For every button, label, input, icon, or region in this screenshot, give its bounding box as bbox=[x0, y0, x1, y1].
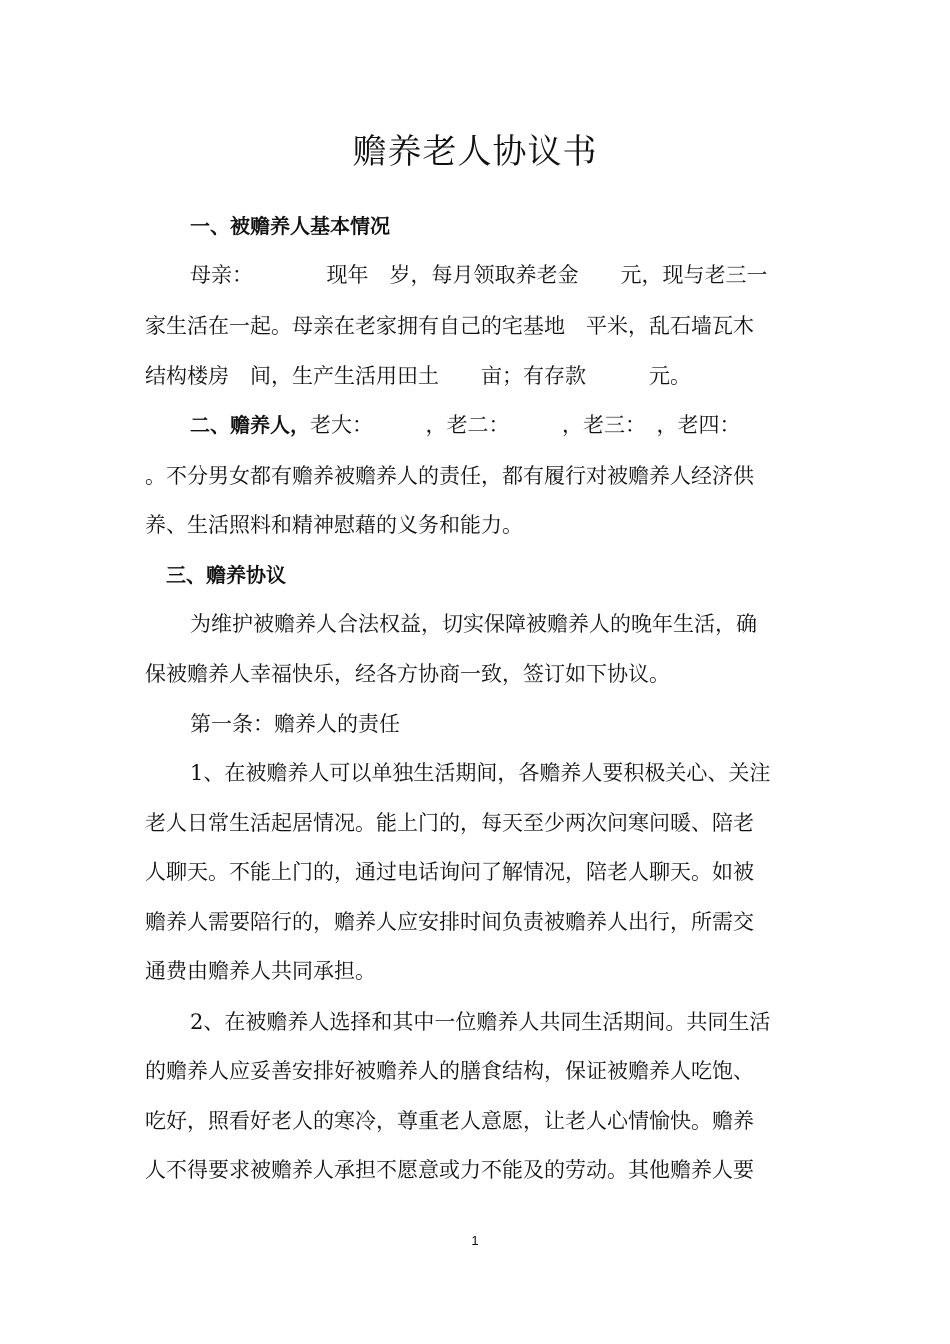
section-2-heading-rest: 老大： ，老二： ，老三： ，老四： bbox=[310, 413, 741, 437]
section-2-line-1: 。不分男女都有赡养被赡养人的责任，都有履行对被赡养人经济供 bbox=[145, 464, 754, 488]
section-2-heading: 二、赡养人， bbox=[190, 413, 310, 437]
section-1-heading: 一、被赡养人基本情况 bbox=[190, 214, 390, 238]
clause-1-line-1: 1、在被赡养人可以单独生活期间，各赡养人要积极关心、关注 bbox=[190, 761, 771, 785]
page-number: 1 bbox=[471, 1233, 479, 1248]
section-2-heading-line bbox=[190, 410, 741, 440]
clause-2-line-4: 人不得要求被赡养人承担不愿意或力不能及的劳动。其他赡养人要 bbox=[145, 1158, 754, 1182]
section-2-line-2: 养、生活照料和精神慰藉的义务和能力。 bbox=[145, 513, 523, 537]
section-3-intro-line-1: 为维护被赡养人合法权益，切实保障被赡养人的晚年生活，确 bbox=[190, 612, 757, 636]
clause-2-line-2: 的赡养人应妥善安排好被赡养人的膳食结构，保证被赡养人吃饱、 bbox=[145, 1059, 754, 1083]
page-title: 赡养老人协议书 bbox=[352, 132, 598, 172]
section-3-intro-line-2: 保被赡养人幸福快乐，经各方协商一致，签订如下协议。 bbox=[145, 662, 670, 686]
clause-1-line-4: 赡养人需要陪行的，赡养人应安排时间负责被赡养人出行，所需交 bbox=[145, 910, 754, 934]
section-1-line-3: 结构楼房 间，生产生活用田土 亩；有存款 元。 bbox=[145, 364, 691, 388]
section-3-heading: 三、赡养协议 bbox=[166, 563, 286, 587]
section-1-line-1: 母亲： 现年 岁，每月领取养老金 元，现与老三一 bbox=[190, 263, 768, 287]
clause-1-line-2: 老人日常生活起居情况。能上门的，每天至少两次问寒问暖、陪老 bbox=[145, 811, 754, 835]
clause-1-line-5: 通费由赡养人共同承担。 bbox=[145, 959, 376, 983]
article-1-title: 第一条：赡养人的责任 bbox=[190, 712, 400, 736]
clause-2-line-3: 吃好，照看好老人的寒冷，尊重老人意愿，让老人心情愉快。赡养 bbox=[145, 1109, 754, 1133]
clause-2-line-1: 2、在被赡养人选择和其中一位赡养人共同生活期间。共同生活 bbox=[190, 1010, 771, 1034]
section-1-line-2: 家生活在一起。母亲在老家拥有自己的宅基地 平米，乱石墙瓦木 bbox=[145, 314, 754, 338]
clause-1-line-3: 人聊天。不能上门的，通过电话询问了解情况，陪老人聊天。如被 bbox=[145, 860, 754, 884]
